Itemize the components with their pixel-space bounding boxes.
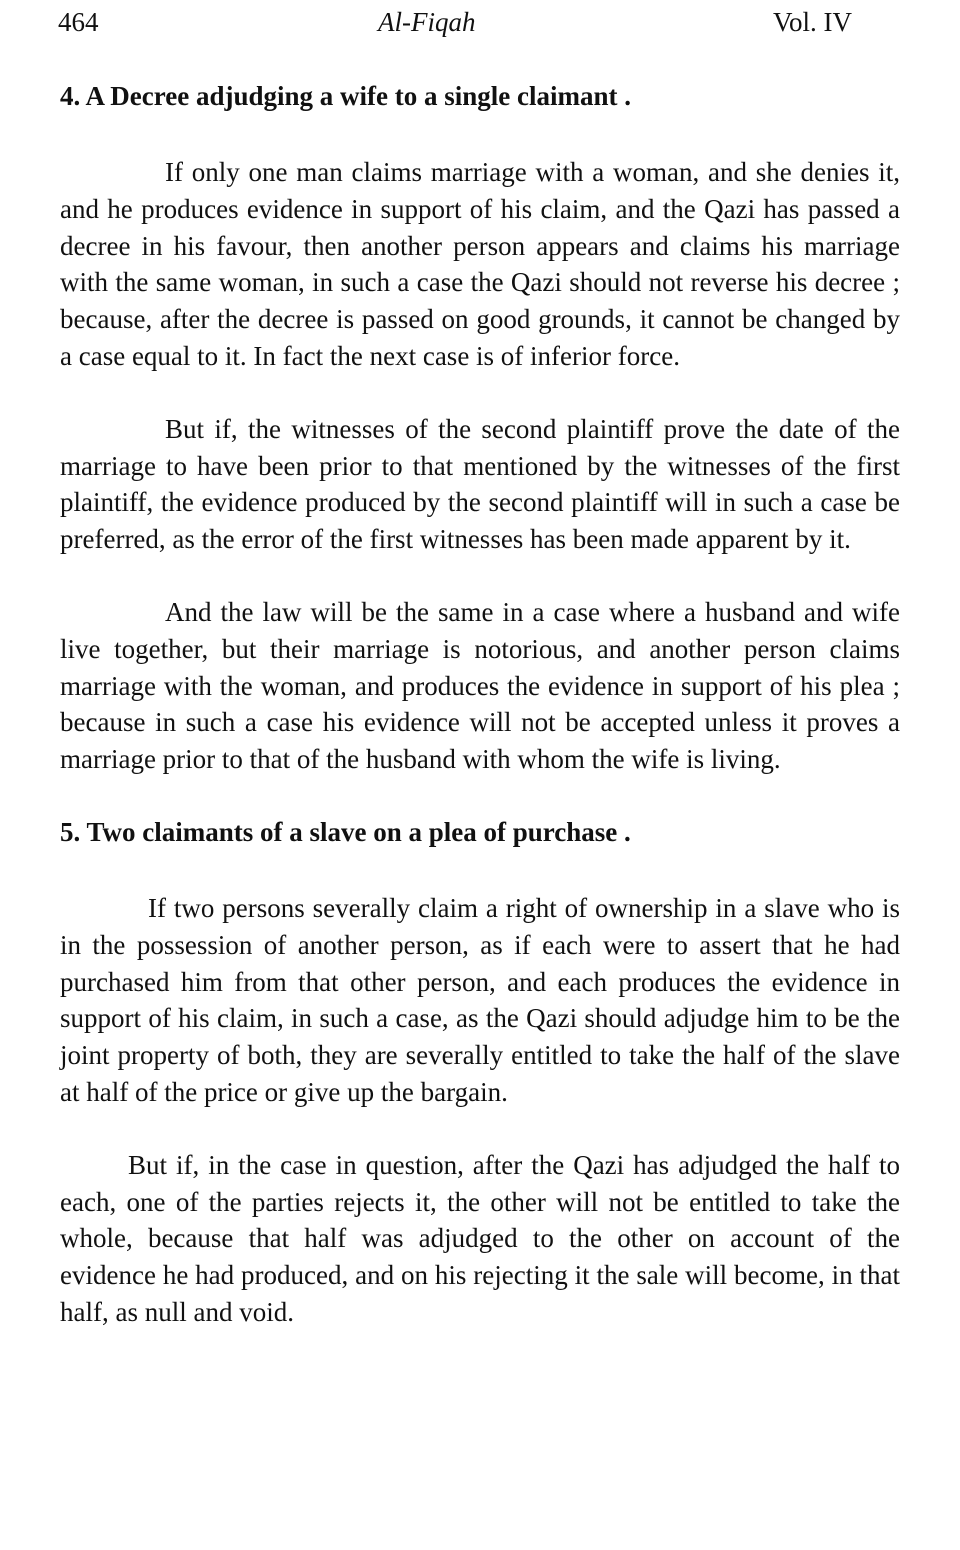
section-heading-5: 5. Two claimants of a slave on a plea of purchase . [60,816,631,847]
body-paragraph: But if, the witnesses of the second plaintiff prove the date of the marriage to have been prior to that mentioned by the witnesses of the first plaintiff, the evidence produced by the second plaintiff will in such a case be preferred, as the error of the first witnesses has been made apparent by it. [60,413,900,555]
body-paragraph: And the law will be the same in a case where a husband and wife live together, but their marriage is notorious, and another person claims marriage with the woman, and produces the evidence in support of his plea ; because in such a case his evidence will not be accepted unless it proves a marriage prior to that of the husband with whom the wife is living. [60,596,900,775]
body-paragraph: If two persons severally claim a right of ownership in a slave who is in the possession of another person, as if each were to assert that he had purchased him from that other person, and each produces the evidence in support of his claim, in such a case, as the Qazi should adjudge him to be the joint property of both, they are severally entitled to take the half of the slave at half of the price or give up the bargain. [60,892,900,1107]
page-number: 464 [58,7,99,37]
volume-label: Vol. IV [772,7,852,37]
book-title: Al-Fiqah [378,7,476,37]
page-body [60,76,900,1331]
running-header [58,4,852,44]
section-heading-4: 4. A Decree adjudging a wife to a single claimant . [60,81,631,111]
body-paragraph: If only one man claims marriage with a woman, and she denies it, and he produces evidence in support of his claim, and the Qazi has passed a decree in his favour, then another person appears and claims his marriage with the same woman, in such a case the Qazi should not reverse his decree ; because, after the decree is passed on good grounds, it cannot be changed by a case equal to it. In fact the next case is of inferior force. [60,157,900,371]
body-paragraph: But if, in the case in question, after the Qazi has adjudged the half to each, one of the parties rejects it, the other will not be entitled to take the whole, because that half was adjudged to the other on account of the evidence he had produced, and on his rejecting it the sale will become, in that half, as null and void. [60,1149,900,1327]
